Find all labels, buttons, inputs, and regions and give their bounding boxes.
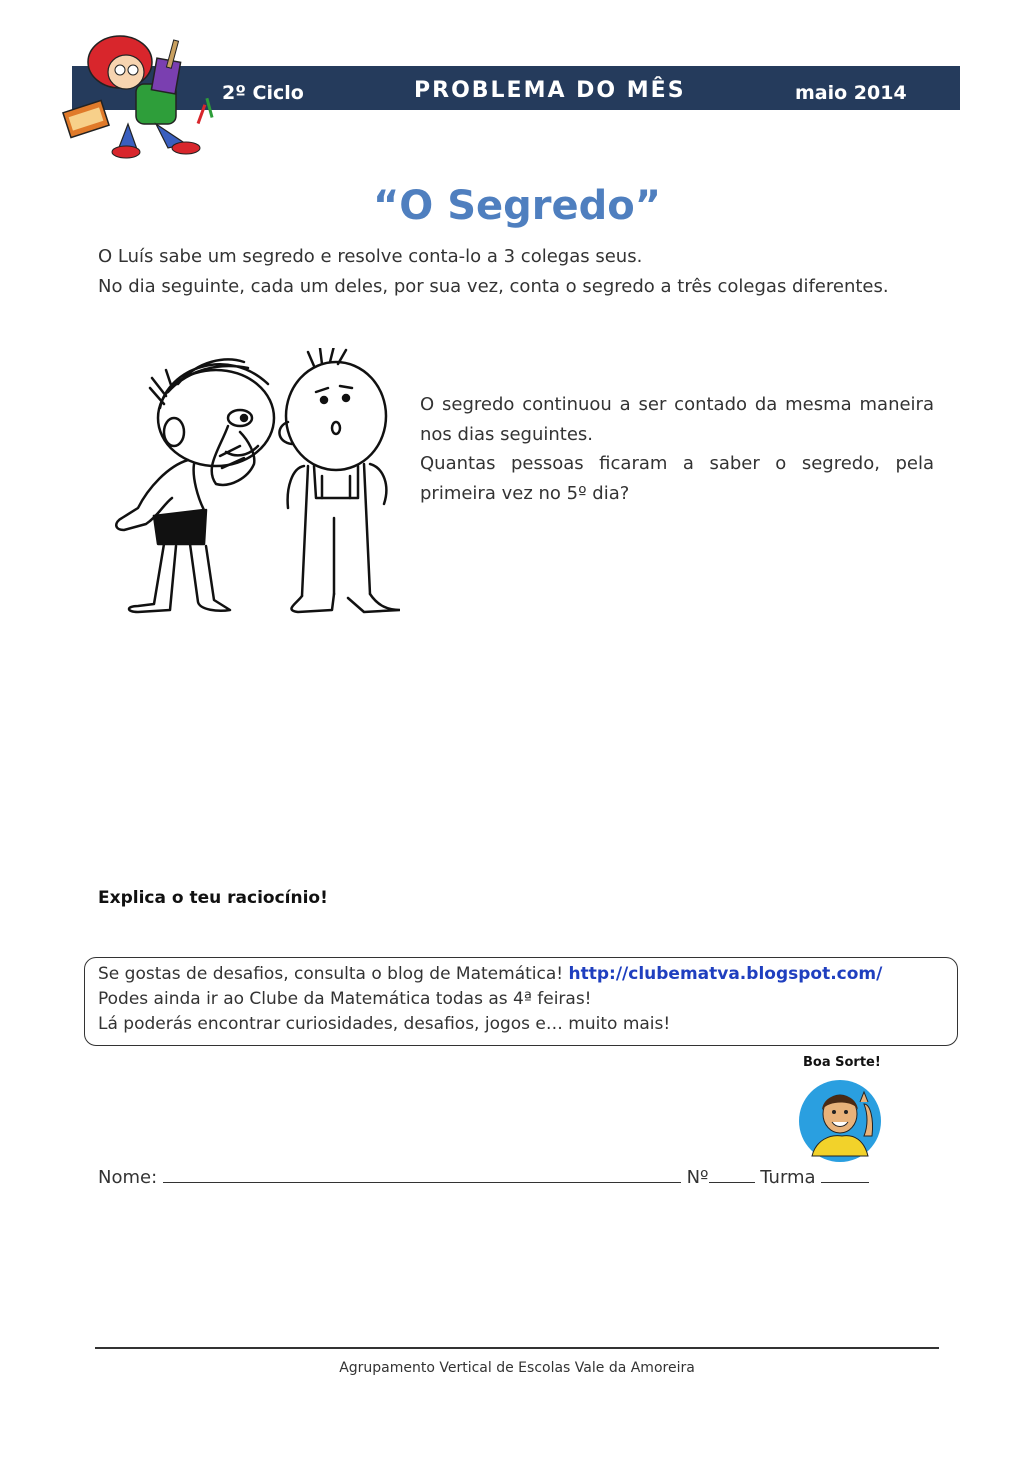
intro-line: No dia seguinte, cada um deles, por sua vez, conta o segredo a três colegas diferentes. xyxy=(98,275,889,297)
info-line-2: Podes ainda ir ao Clube da Matemática todas as 4ª feiras! xyxy=(98,989,592,1009)
problem-title: “O Segredo” xyxy=(372,183,662,229)
info-line-1-text: Se gostas de desafios, consulta o blog de Matemática! xyxy=(98,964,569,984)
info-line-1 xyxy=(98,962,882,987)
two-boys-whispering-illustration xyxy=(108,348,400,616)
cycle-label: 2º Ciclo xyxy=(222,82,304,104)
intro-line: O Luís sabe um segredo e resolve conta-lo a 3 colegas seus. xyxy=(98,246,643,267)
good-luck-label: Boa Sorte! xyxy=(803,1055,881,1070)
intro-paragraph xyxy=(98,242,934,301)
footer-school-name: Agrupamento Vertical de Escolas Vale da Amoreira xyxy=(339,1360,695,1376)
student-mascot-illustration xyxy=(58,32,223,160)
header-date: maio 2014 xyxy=(795,82,907,104)
name-form xyxy=(98,1166,869,1188)
info-text xyxy=(98,962,882,1037)
number-label: Nº xyxy=(680,1167,709,1188)
problem-line: O segredo continuou a ser contado da mesma maneira nos dias seguintes. xyxy=(420,394,934,445)
class-field[interactable] xyxy=(821,1166,869,1183)
name-field[interactable] xyxy=(163,1166,681,1183)
problem-paragraph xyxy=(420,390,934,508)
explain-instruction: Explica o teu raciocínio! xyxy=(98,888,328,908)
header-title: PROBLEMA DO MÊS xyxy=(414,78,686,103)
blog-link[interactable]: http://clubematva.blogspot.com/ xyxy=(568,964,883,984)
info-line-3: Lá poderás encontrar curiosidades, desafios, jogos e… muito mais! xyxy=(98,1014,671,1034)
class-label: Turma xyxy=(754,1167,822,1188)
name-label: Nome: xyxy=(98,1167,163,1188)
number-field[interactable] xyxy=(709,1166,755,1183)
thumbs-up-kid-illustration xyxy=(798,1078,886,1164)
problem-line: Quantas pessoas ficaram a saber o segredo, pela primeira vez no 5º dia? xyxy=(420,453,934,504)
footer-divider xyxy=(95,1347,939,1349)
